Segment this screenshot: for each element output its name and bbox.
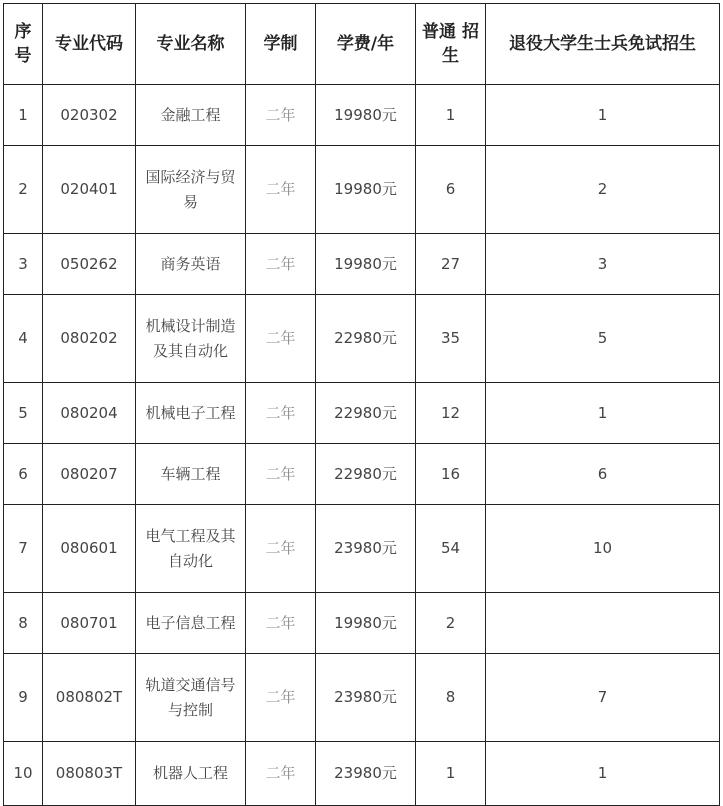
cell-code: 050262 — [43, 234, 136, 295]
cell-name: 车辆工程 — [136, 444, 246, 505]
cell-veteran: 2 — [486, 146, 720, 234]
cell-fee: 19980元 — [316, 593, 416, 654]
cell-veteran: 1 — [486, 85, 720, 146]
table-row — [4, 234, 720, 295]
cell-fee: 22980元 — [316, 295, 416, 383]
cell-fee: 19980元 — [316, 85, 416, 146]
cell-code: 020401 — [43, 146, 136, 234]
cell-no: 10 — [4, 742, 43, 806]
cell-years: 二年 — [246, 444, 316, 505]
cell-fee: 19980元 — [316, 146, 416, 234]
header-cell-regular: 普通 招生 — [416, 4, 486, 85]
enrollment-table — [3, 3, 720, 806]
cell-veteran: 10 — [486, 505, 720, 593]
cell-name: 国际经济与贸易 — [136, 146, 246, 234]
cell-years: 二年 — [246, 146, 316, 234]
cell-years: 二年 — [246, 295, 316, 383]
cell-regular: 1 — [416, 742, 486, 806]
cell-fee: 23980元 — [316, 654, 416, 742]
cell-fee: 22980元 — [316, 444, 416, 505]
table-row — [4, 742, 720, 806]
cell-no: 6 — [4, 444, 43, 505]
cell-code: 080802T — [43, 654, 136, 742]
header-cell-no: 序号 — [4, 4, 43, 85]
cell-fee: 19980元 — [316, 234, 416, 295]
table-row — [4, 85, 720, 146]
cell-regular: 54 — [416, 505, 486, 593]
cell-regular: 12 — [416, 383, 486, 444]
header-cell-code: 专业代码 — [43, 4, 136, 85]
cell-years: 二年 — [246, 383, 316, 444]
cell-years: 二年 — [246, 593, 316, 654]
table-row — [4, 295, 720, 383]
table-row — [4, 444, 720, 505]
cell-regular: 8 — [416, 654, 486, 742]
cell-name: 电气工程及其自动化 — [136, 505, 246, 593]
cell-no: 9 — [4, 654, 43, 742]
cell-veteran: 7 — [486, 654, 720, 742]
cell-veteran: 1 — [486, 742, 720, 806]
cell-regular: 35 — [416, 295, 486, 383]
cell-code: 080601 — [43, 505, 136, 593]
cell-code: 080701 — [43, 593, 136, 654]
cell-name: 商务英语 — [136, 234, 246, 295]
table-row — [4, 505, 720, 593]
cell-code: 080202 — [43, 295, 136, 383]
cell-years: 二年 — [246, 234, 316, 295]
cell-veteran: 6 — [486, 444, 720, 505]
cell-name: 机器人工程 — [136, 742, 246, 806]
cell-name: 机械设计制造及其自动化 — [136, 295, 246, 383]
cell-veteran: 5 — [486, 295, 720, 383]
table-row — [4, 593, 720, 654]
cell-code: 080803T — [43, 742, 136, 806]
cell-veteran — [486, 593, 720, 654]
cell-name: 电子信息工程 — [136, 593, 246, 654]
cell-regular: 6 — [416, 146, 486, 234]
header-cell-fee: 学费/年 — [316, 4, 416, 85]
header-cell-name: 专业名称 — [136, 4, 246, 85]
table-row — [4, 146, 720, 234]
cell-veteran: 1 — [486, 383, 720, 444]
cell-regular: 16 — [416, 444, 486, 505]
cell-regular: 2 — [416, 593, 486, 654]
cell-code: 020302 — [43, 85, 136, 146]
table-row — [4, 654, 720, 742]
cell-regular: 1 — [416, 85, 486, 146]
cell-no: 5 — [4, 383, 43, 444]
cell-no: 4 — [4, 295, 43, 383]
cell-fee: 22980元 — [316, 383, 416, 444]
header-cell-years: 学制 — [246, 4, 316, 85]
cell-years: 二年 — [246, 505, 316, 593]
cell-code: 080207 — [43, 444, 136, 505]
cell-name: 金融工程 — [136, 85, 246, 146]
cell-years: 二年 — [246, 85, 316, 146]
cell-fee: 23980元 — [316, 505, 416, 593]
cell-fee: 23980元 — [316, 742, 416, 806]
cell-name: 轨道交通信号与控制 — [136, 654, 246, 742]
cell-veteran: 3 — [486, 234, 720, 295]
table-row — [4, 383, 720, 444]
cell-no: 1 — [4, 85, 43, 146]
cell-no: 7 — [4, 505, 43, 593]
cell-no: 2 — [4, 146, 43, 234]
cell-years: 二年 — [246, 654, 316, 742]
cell-name: 机械电子工程 — [136, 383, 246, 444]
cell-no: 3 — [4, 234, 43, 295]
cell-regular: 27 — [416, 234, 486, 295]
header-cell-veteran: 退役大学生士兵免试招生 — [486, 4, 720, 85]
cell-code: 080204 — [43, 383, 136, 444]
header-row — [4, 4, 720, 85]
cell-years: 二年 — [246, 742, 316, 806]
cell-no: 8 — [4, 593, 43, 654]
